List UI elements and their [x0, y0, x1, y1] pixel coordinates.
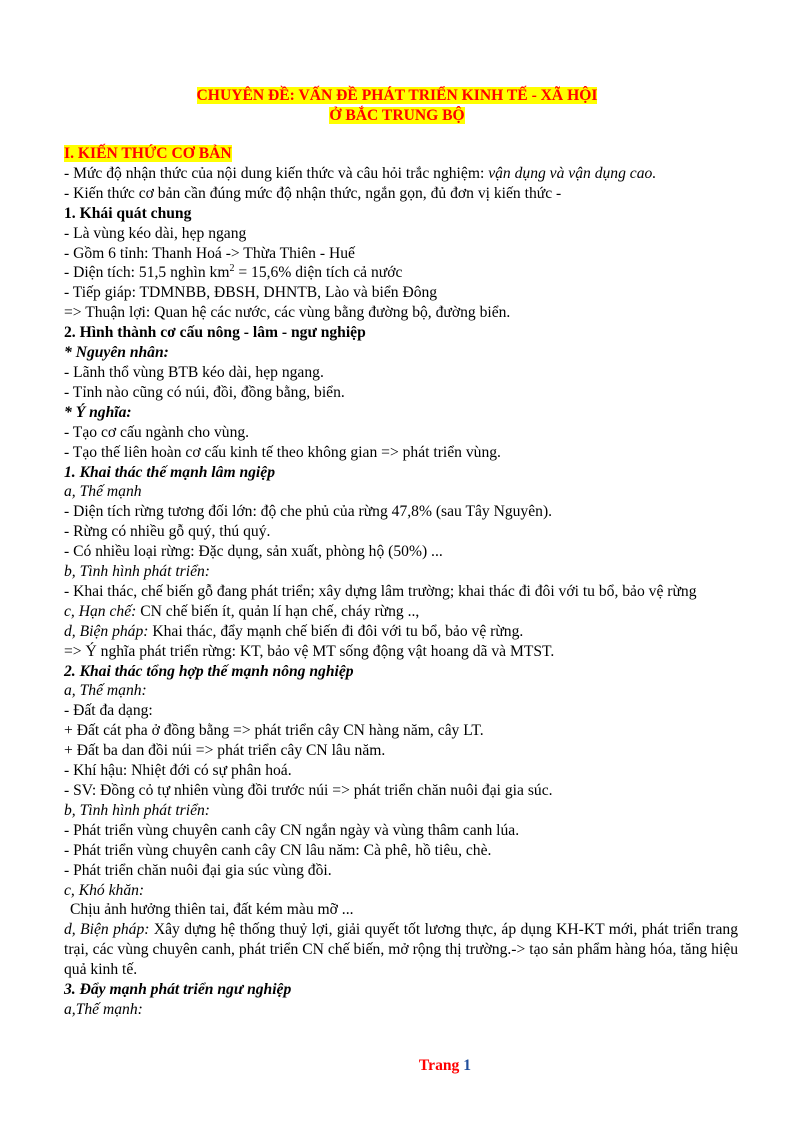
forestry-a-line: - Diện tích rừng tương đối lớn: độ che phủ của rừng 47,8% (sau Tây Nguyên). — [64, 503, 553, 521]
cause-heading: * Nguyên nhân: — [64, 344, 169, 362]
meaning-heading: * Ý nghĩa: — [64, 403, 132, 421]
fishery-heading: 3. Đẩy mạnh phát triển ngư nghiệp — [64, 981, 292, 999]
agriculture-a-line: - Đất đa dạng: — [64, 702, 153, 720]
document-title-line1: CHUYÊN ĐỀ: VẤN ĐỀ PHÁT TRIỂN KINH TẾ - XÃ HỘI — [196, 87, 598, 104]
agriculture-b-line: - Phát triển vùng chuyên canh cây CN ngắn ngày và vùng thâm canh lúa. — [64, 821, 520, 839]
document-body — [64, 144, 738, 1020]
intro-line-1: - Mức độ nhận thức của nội dung kiến thức và câu hỏi trắc nghiệm: vận dụng và vận dụng cao. — [64, 164, 657, 182]
section-heading: I. KIẾN THỨC CƠ BẢN — [64, 145, 232, 162]
part1-heading: 1. Khái quát chung — [64, 204, 192, 222]
agriculture-c-heading: c, Khó khăn: — [64, 881, 145, 899]
fishery-a-heading: a,Thế mạnh: — [64, 1000, 143, 1018]
forestry-heading: 1. Khai thác thế mạnh lâm ngiệp — [64, 463, 275, 481]
agriculture-a-heading: a, Thế mạnh: — [64, 682, 147, 700]
forestry-b-heading: b, Tình hình phát triển: — [64, 563, 210, 581]
page-number: Trang 1 — [418, 1057, 472, 1074]
agriculture-b-heading: b, Tình hình phát triển: — [64, 801, 210, 819]
forestry-a-heading: a, Thế mạnh — [64, 483, 142, 501]
document-title-line2: Ở BẮC TRUNG BỘ — [329, 107, 465, 124]
agriculture-b-line: - Phát triển chăn nuôi đại gia súc vùng đồi. — [64, 861, 332, 879]
part1-advantage-line: => Thuận lợi: Quan hệ các nước, các vùng bằng đường bộ, đường biển. — [64, 304, 511, 322]
agriculture-a-line: + Đất cát pha ở đồng bằng => phát triển cây CN hàng năm, cây LT. — [64, 722, 484, 740]
forestry-c-line: c, Hạn chế: CN chế biến ít, quản lí hạn chế, cháy rừng .., — [64, 602, 420, 620]
cause-line: - Lãnh thổ vùng BTB kéo dài, hẹp ngang. — [64, 363, 324, 381]
agriculture-a-line: + Đất ba dan đồi núi => phát triển cây CN lâu năm. — [64, 742, 386, 760]
agriculture-b-line: - Phát triển vùng chuyên canh cây CN lâu năm: Cà phê, hồ tiêu, chè. — [64, 841, 492, 859]
part2-heading: 2. Hình thành cơ cấu nông - lâm - ngư nghiệp — [64, 324, 366, 342]
agriculture-c-line: Chịu ảnh hưởng thiên tai, đất kém màu mỡ ... — [70, 901, 354, 919]
forestry-a-line: - Có nhiều loại rừng: Đặc dụng, sản xuất, phòng hộ (50%) ... — [64, 543, 443, 561]
forestry-b-line: - Khai thác, chế biến gỗ đang phát triển; xây dựng lâm trường; khai thác đi đôi với tu bổ, bảo vệ rừng — [64, 582, 697, 600]
forestry-d-line: d, Biện pháp: Khai thác, đẩy mạnh chế biến đi đôi với tu bổ, bảo vệ rừng. — [64, 622, 524, 640]
part1-area-line: - Diện tích: 51,5 nghìn $km^2 = 15,6\%$ diện tích cả nước — [64, 263, 403, 282]
agriculture-a-line: - Khí hậu: Nhiệt đới có sự phân hoá. — [64, 762, 292, 780]
cause-line: - Tỉnh nào cũng có núi, đồi, đồng bằng, biển. — [64, 383, 345, 401]
part1-border-line: - Tiếp giáp: TDMNBB, ĐBSH, DHNTB, Lào và biển Đông — [64, 284, 438, 302]
part1-line: - Là vùng kéo dài, hẹp ngang — [64, 224, 247, 242]
agriculture-a-line: - SV: Đồng cỏ tự nhiên vùng đồi trước núi => phát triển chăn nuôi đại gia súc. — [64, 782, 553, 799]
meaning-line: - Tạo thế liên hoàn cơ cấu kinh tế theo không gian => phát triển vùng. — [64, 443, 501, 461]
intro-line-2: - Kiến thức cơ bản cần đúng mức độ nhận thức, ngắn gọn, đủ đơn vị kiến thức - — [64, 184, 562, 202]
forestry-a-line: - Rừng có nhiều gỗ quý, thú quý. — [64, 523, 271, 541]
part1-line: - Gồm 6 tỉnh: Thanh Hoá -> Thừa Thiên - Huế — [64, 244, 355, 262]
meaning-line: - Tạo cơ cấu ngành cho vùng. — [64, 423, 250, 441]
forestry-meaning-line: => Ý nghĩa phát triển rừng: KT, bảo vệ MT sống động vật hoang dã và MTST. — [64, 642, 555, 660]
agriculture-heading: 2. Khai thác tổng hợp thế mạnh nông nghiệp — [64, 662, 354, 680]
agriculture-d-line: d, Biện pháp: Xây dựng hệ thống thuỷ lợi, giải quyết tốt lương thực, áp dụng KH-KT mới, phát triển trang trại, các vùng chuyên canh, phát triển CN chế biến, mở rộng thị trường.-> tạo sản phẩm hàng hóa, tăng hiệu quả kinh tế. — [64, 921, 738, 979]
